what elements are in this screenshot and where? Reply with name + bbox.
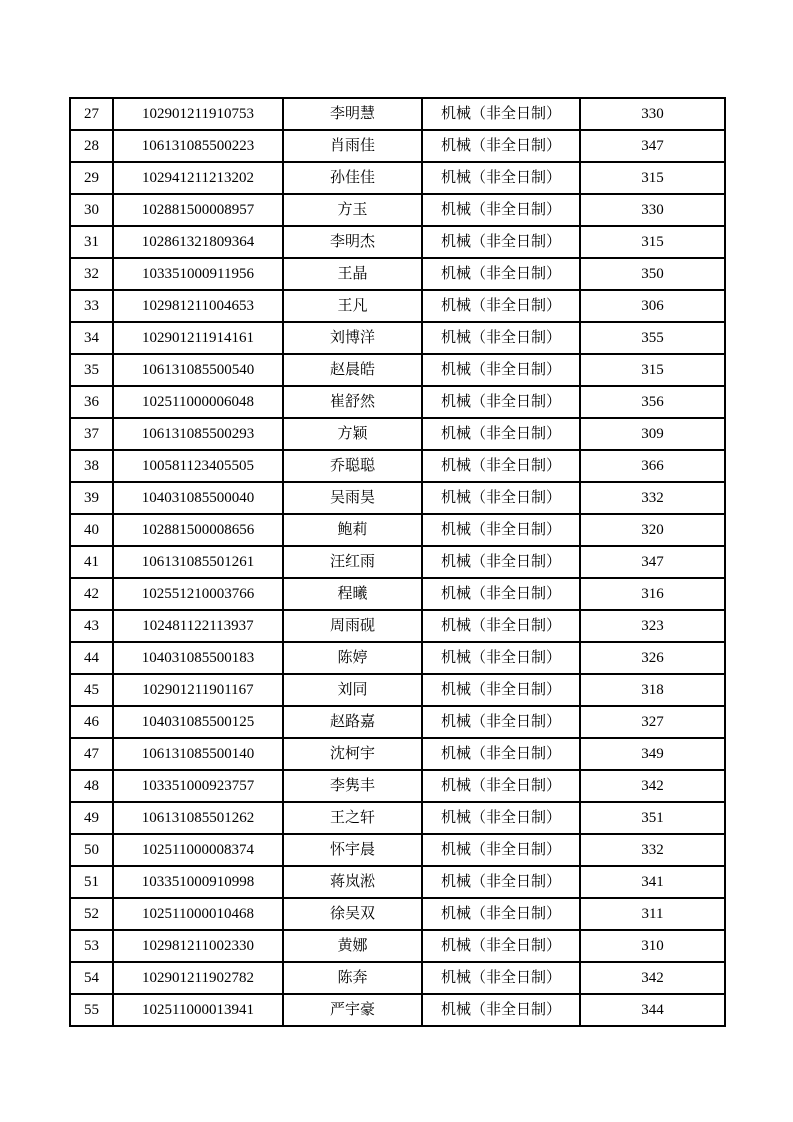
cell-sequence-number: 55 bbox=[70, 994, 113, 1026]
table-row bbox=[70, 514, 725, 546]
cell-candidate-name: 赵晨皓 bbox=[283, 354, 422, 386]
cell-candidate-name: 刘同 bbox=[283, 674, 422, 706]
cell-major: 机械（非全日制） bbox=[422, 98, 580, 130]
cell-major: 机械（非全日制） bbox=[422, 802, 580, 834]
cell-major: 机械（非全日制） bbox=[422, 738, 580, 770]
cell-sequence-number: 27 bbox=[70, 98, 113, 130]
cell-candidate-id: 106131085500540 bbox=[113, 354, 283, 386]
cell-score: 330 bbox=[580, 98, 725, 130]
cell-major: 机械（非全日制） bbox=[422, 898, 580, 930]
cell-score: 327 bbox=[580, 706, 725, 738]
cell-candidate-name: 李明慧 bbox=[283, 98, 422, 130]
cell-candidate-id: 102511000006048 bbox=[113, 386, 283, 418]
cell-score: 366 bbox=[580, 450, 725, 482]
cell-candidate-name: 陈奔 bbox=[283, 962, 422, 994]
cell-candidate-name: 怀宇晨 bbox=[283, 834, 422, 866]
cell-candidate-id: 102981211004653 bbox=[113, 290, 283, 322]
cell-major: 机械（非全日制） bbox=[422, 706, 580, 738]
cell-score: 342 bbox=[580, 770, 725, 802]
table-row bbox=[70, 418, 725, 450]
cell-candidate-id: 102981211002330 bbox=[113, 930, 283, 962]
cell-score: 342 bbox=[580, 962, 725, 994]
cell-candidate-name: 方颖 bbox=[283, 418, 422, 450]
cell-sequence-number: 45 bbox=[70, 674, 113, 706]
cell-score: 323 bbox=[580, 610, 725, 642]
table-row bbox=[70, 802, 725, 834]
table-row bbox=[70, 994, 725, 1026]
cell-sequence-number: 39 bbox=[70, 482, 113, 514]
cell-candidate-id: 102481122113937 bbox=[113, 610, 283, 642]
cell-candidate-id: 106131085500223 bbox=[113, 130, 283, 162]
table-row bbox=[70, 482, 725, 514]
table-row bbox=[70, 226, 725, 258]
cell-candidate-id: 106131085501262 bbox=[113, 802, 283, 834]
cell-major: 机械（非全日制） bbox=[422, 578, 580, 610]
cell-major: 机械（非全日制） bbox=[422, 930, 580, 962]
table-row bbox=[70, 642, 725, 674]
cell-candidate-id: 104031085500183 bbox=[113, 642, 283, 674]
cell-candidate-name: 方玉 bbox=[283, 194, 422, 226]
cell-major: 机械（非全日制） bbox=[422, 642, 580, 674]
cell-major: 机械（非全日制） bbox=[422, 130, 580, 162]
cell-score: 332 bbox=[580, 482, 725, 514]
cell-major: 机械（非全日制） bbox=[422, 354, 580, 386]
cell-score: 315 bbox=[580, 226, 725, 258]
cell-sequence-number: 32 bbox=[70, 258, 113, 290]
cell-major: 机械（非全日制） bbox=[422, 482, 580, 514]
cell-candidate-name: 赵路嘉 bbox=[283, 706, 422, 738]
cell-score: 320 bbox=[580, 514, 725, 546]
table-row bbox=[70, 354, 725, 386]
cell-sequence-number: 54 bbox=[70, 962, 113, 994]
cell-candidate-name: 孙佳佳 bbox=[283, 162, 422, 194]
cell-major: 机械（非全日制） bbox=[422, 162, 580, 194]
cell-candidate-id: 104031085500040 bbox=[113, 482, 283, 514]
table-row bbox=[70, 866, 725, 898]
cell-candidate-name: 肖雨佳 bbox=[283, 130, 422, 162]
cell-score: 349 bbox=[580, 738, 725, 770]
cell-candidate-name: 汪红雨 bbox=[283, 546, 422, 578]
cell-major: 机械（非全日制） bbox=[422, 674, 580, 706]
cell-score: 341 bbox=[580, 866, 725, 898]
table-row bbox=[70, 194, 725, 226]
cell-sequence-number: 37 bbox=[70, 418, 113, 450]
cell-candidate-name: 黄娜 bbox=[283, 930, 422, 962]
table-row bbox=[70, 546, 725, 578]
table-row bbox=[70, 898, 725, 930]
cell-major: 机械（非全日制） bbox=[422, 610, 580, 642]
cell-sequence-number: 52 bbox=[70, 898, 113, 930]
cell-sequence-number: 29 bbox=[70, 162, 113, 194]
table-row bbox=[70, 450, 725, 482]
cell-candidate-name: 严宇豪 bbox=[283, 994, 422, 1026]
cell-major: 机械（非全日制） bbox=[422, 866, 580, 898]
cell-candidate-id: 103351000910998 bbox=[113, 866, 283, 898]
cell-major: 机械（非全日制） bbox=[422, 418, 580, 450]
candidate-results-table bbox=[69, 97, 726, 1027]
cell-candidate-name: 刘博洋 bbox=[283, 322, 422, 354]
cell-score: 309 bbox=[580, 418, 725, 450]
cell-major: 机械（非全日制） bbox=[422, 322, 580, 354]
cell-sequence-number: 50 bbox=[70, 834, 113, 866]
cell-sequence-number: 43 bbox=[70, 610, 113, 642]
cell-candidate-id: 102511000013941 bbox=[113, 994, 283, 1026]
table-row bbox=[70, 610, 725, 642]
table-row bbox=[70, 258, 725, 290]
cell-candidate-id: 102881500008957 bbox=[113, 194, 283, 226]
cell-score: 310 bbox=[580, 930, 725, 962]
cell-sequence-number: 36 bbox=[70, 386, 113, 418]
cell-major: 机械（非全日制） bbox=[422, 546, 580, 578]
cell-candidate-id: 102901211902782 bbox=[113, 962, 283, 994]
cell-major: 机械（非全日制） bbox=[422, 386, 580, 418]
cell-candidate-id: 106131085500140 bbox=[113, 738, 283, 770]
cell-candidate-id: 104031085500125 bbox=[113, 706, 283, 738]
cell-sequence-number: 38 bbox=[70, 450, 113, 482]
cell-major: 机械（非全日制） bbox=[422, 514, 580, 546]
cell-score: 315 bbox=[580, 162, 725, 194]
cell-score: 318 bbox=[580, 674, 725, 706]
table-row bbox=[70, 674, 725, 706]
table-body bbox=[70, 98, 725, 1026]
cell-candidate-id: 102511000008374 bbox=[113, 834, 283, 866]
cell-score: 330 bbox=[580, 194, 725, 226]
cell-sequence-number: 42 bbox=[70, 578, 113, 610]
cell-candidate-id: 103351000911956 bbox=[113, 258, 283, 290]
table-row bbox=[70, 322, 725, 354]
cell-candidate-id: 106131085500293 bbox=[113, 418, 283, 450]
cell-sequence-number: 41 bbox=[70, 546, 113, 578]
cell-sequence-number: 34 bbox=[70, 322, 113, 354]
cell-candidate-name: 蒋岚淞 bbox=[283, 866, 422, 898]
cell-score: 355 bbox=[580, 322, 725, 354]
cell-score: 356 bbox=[580, 386, 725, 418]
table-row bbox=[70, 962, 725, 994]
cell-candidate-name: 吴雨昊 bbox=[283, 482, 422, 514]
cell-candidate-name: 王凡 bbox=[283, 290, 422, 322]
cell-candidate-name: 崔舒然 bbox=[283, 386, 422, 418]
table-row bbox=[70, 834, 725, 866]
table-row bbox=[70, 706, 725, 738]
table-row bbox=[70, 162, 725, 194]
cell-candidate-name: 王晶 bbox=[283, 258, 422, 290]
cell-sequence-number: 49 bbox=[70, 802, 113, 834]
cell-candidate-name: 沈柯宇 bbox=[283, 738, 422, 770]
table-row bbox=[70, 738, 725, 770]
cell-candidate-name: 周雨砚 bbox=[283, 610, 422, 642]
cell-candidate-id: 102941211213202 bbox=[113, 162, 283, 194]
cell-candidate-id: 106131085501261 bbox=[113, 546, 283, 578]
cell-candidate-name: 李明杰 bbox=[283, 226, 422, 258]
cell-candidate-name: 程曦 bbox=[283, 578, 422, 610]
cell-score: 347 bbox=[580, 130, 725, 162]
cell-score: 332 bbox=[580, 834, 725, 866]
cell-major: 机械（非全日制） bbox=[422, 962, 580, 994]
cell-score: 344 bbox=[580, 994, 725, 1026]
cell-sequence-number: 28 bbox=[70, 130, 113, 162]
cell-sequence-number: 33 bbox=[70, 290, 113, 322]
cell-major: 机械（非全日制） bbox=[422, 226, 580, 258]
cell-sequence-number: 30 bbox=[70, 194, 113, 226]
cell-score: 326 bbox=[580, 642, 725, 674]
cell-candidate-id: 102901211901167 bbox=[113, 674, 283, 706]
cell-score: 351 bbox=[580, 802, 725, 834]
cell-sequence-number: 35 bbox=[70, 354, 113, 386]
cell-major: 机械（非全日制） bbox=[422, 770, 580, 802]
cell-candidate-id: 102551210003766 bbox=[113, 578, 283, 610]
cell-sequence-number: 48 bbox=[70, 770, 113, 802]
table-row bbox=[70, 98, 725, 130]
cell-major: 机械（非全日制） bbox=[422, 258, 580, 290]
table-row bbox=[70, 770, 725, 802]
table-row bbox=[70, 130, 725, 162]
table-row bbox=[70, 386, 725, 418]
cell-candidate-name: 李隽丰 bbox=[283, 770, 422, 802]
cell-score: 315 bbox=[580, 354, 725, 386]
cell-sequence-number: 44 bbox=[70, 642, 113, 674]
cell-score: 311 bbox=[580, 898, 725, 930]
cell-major: 机械（非全日制） bbox=[422, 834, 580, 866]
cell-sequence-number: 40 bbox=[70, 514, 113, 546]
cell-major: 机械（非全日制） bbox=[422, 994, 580, 1026]
cell-candidate-name: 鲍莉 bbox=[283, 514, 422, 546]
cell-candidate-id: 102901211910753 bbox=[113, 98, 283, 130]
cell-major: 机械（非全日制） bbox=[422, 450, 580, 482]
table-row bbox=[70, 290, 725, 322]
cell-candidate-id: 102901211914161 bbox=[113, 322, 283, 354]
cell-score: 316 bbox=[580, 578, 725, 610]
cell-candidate-id: 102861321809364 bbox=[113, 226, 283, 258]
table-row bbox=[70, 578, 725, 610]
cell-sequence-number: 46 bbox=[70, 706, 113, 738]
cell-candidate-name: 乔聪聪 bbox=[283, 450, 422, 482]
cell-sequence-number: 51 bbox=[70, 866, 113, 898]
cell-candidate-name: 王之轩 bbox=[283, 802, 422, 834]
cell-score: 306 bbox=[580, 290, 725, 322]
cell-candidate-name: 陈婷 bbox=[283, 642, 422, 674]
cell-score: 350 bbox=[580, 258, 725, 290]
cell-sequence-number: 47 bbox=[70, 738, 113, 770]
cell-sequence-number: 53 bbox=[70, 930, 113, 962]
cell-sequence-number: 31 bbox=[70, 226, 113, 258]
cell-candidate-id: 102881500008656 bbox=[113, 514, 283, 546]
cell-candidate-id: 103351000923757 bbox=[113, 770, 283, 802]
table-row bbox=[70, 930, 725, 962]
cell-major: 机械（非全日制） bbox=[422, 194, 580, 226]
cell-candidate-id: 100581123405505 bbox=[113, 450, 283, 482]
cell-candidate-name: 徐吴双 bbox=[283, 898, 422, 930]
cell-score: 347 bbox=[580, 546, 725, 578]
cell-major: 机械（非全日制） bbox=[422, 290, 580, 322]
cell-candidate-id: 102511000010468 bbox=[113, 898, 283, 930]
